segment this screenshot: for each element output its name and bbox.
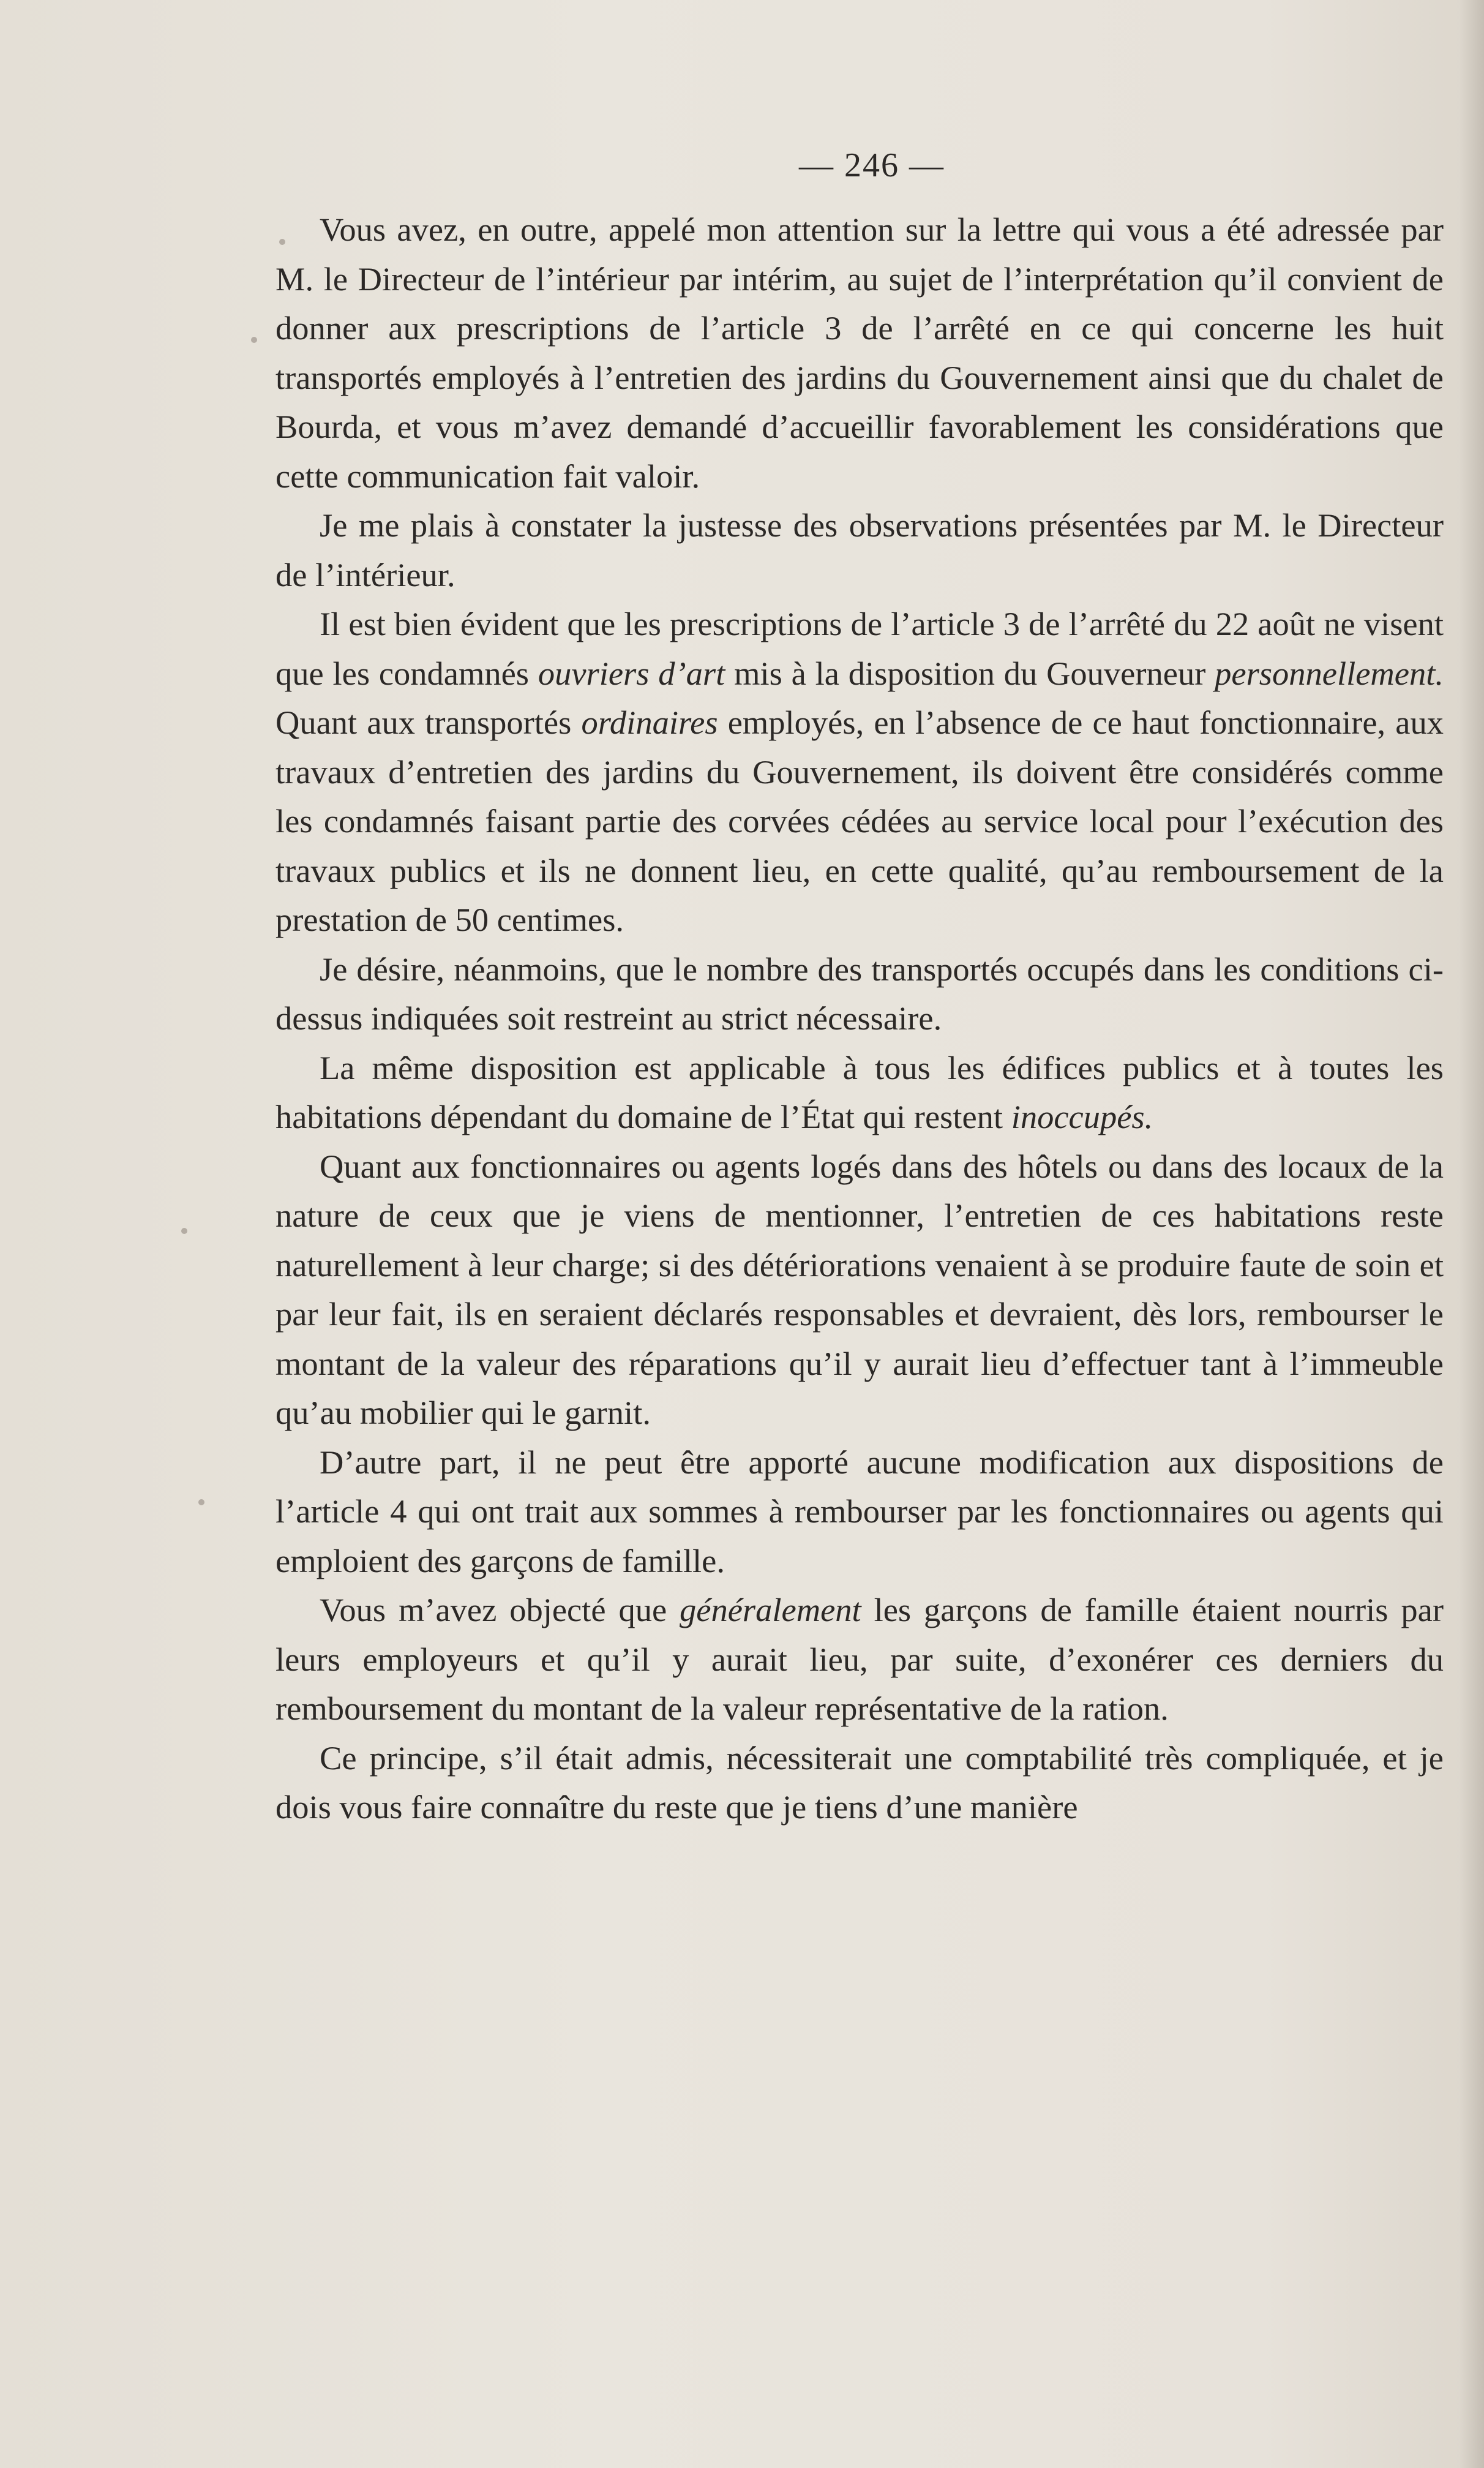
italic-text: ordinaires	[581, 704, 718, 741]
italic-text: généralement	[680, 1591, 861, 1628]
paragraph	[275, 1142, 1444, 1438]
paragraph	[275, 945, 1444, 1044]
text-run: employés, en l’absence de ce haut fonctionnaire, aux travaux d’entretien des jardins du Gouvernement, ils doivent être considérés comme les condamnés faisant partie des corvées cédées au service local pour l’exécution des travaux publics et ils ne donnent lieu, en cette qualité, qu’au remboursement de la prestation de 50 centimes.	[275, 704, 1444, 938]
text-run: Je désire, néanmoins, que le nombre des transportés occupés dans les conditions ci-dessus indiquées soit restreint au strict nécessaire.	[275, 950, 1444, 1037]
text-run: Ce principe, s’il était admis, nécessiterait une comptabilité très compliquée, et je dois vous faire connaître du reste que je tiens d’une manière	[275, 1739, 1444, 1826]
text-run: La même disposition est applicable à tous les édifices publics et à toutes les habitations dépendant du domaine de l’État qui restent	[275, 1048, 1444, 1135]
speck-mark	[198, 1499, 204, 1505]
speck-mark	[181, 1228, 187, 1234]
body-text	[275, 205, 1444, 1832]
text-run: Quant aux fonctionnaires ou agents logés dans des hôtels ou dans des locaux de la nature de ceux que je viens de mentionner, l’entretien de ces habitations reste naturellement à leur charge; si des détériorations venaient à se produire faute de soin et par leur fait, ils en seraient déclarés responsables et devraient, dès lors, rembourser le montant de la valeur des réparations qu’il y aurait lieu d’effectuer tant à l’immeuble qu’au mobilier qui le garnit.	[275, 1147, 1444, 1431]
text-run: Quant aux transportés	[275, 704, 582, 741]
page-edge-shadow	[1460, 0, 1484, 2468]
speck-mark	[279, 239, 285, 245]
text-run: Je me plais à constater la justesse des observations présentées par M. le Directeur de l’intérieur.	[275, 506, 1444, 593]
speck-mark	[251, 337, 257, 343]
paragraph	[275, 600, 1444, 945]
italic-text: inoccupés.	[1011, 1098, 1153, 1135]
paragraph	[275, 501, 1444, 600]
paragraph	[275, 1586, 1444, 1734]
paragraph	[275, 205, 1444, 501]
text-run: les garçons de famille étaient nourris par leurs employeurs et qu’il y aurait lieu, par suite, d’exonérer ces derniers du remboursement du montant de la valeur représentative de la ration.	[275, 1591, 1444, 1727]
paragraph	[275, 1438, 1444, 1586]
paragraph	[275, 1044, 1444, 1142]
page-number: — 246 —	[799, 146, 945, 184]
text-run: Vous avez, en outre, appelé mon attention sur la lettre qui vous a été adressée par M. le Directeur de l’intérieur par intérim, au sujet de l’interprétation qu’il convient de donner aux prescriptions de l’article 3 de l’arrêté en ce qui concerne les huit transportés employés à l’entretien des jardins du Gouvernement ainsi que du chalet de Bourda, et vous m’avez demandé d’accueillir favorablement les considérations que cette communication fait valoir.	[275, 211, 1444, 495]
text-run: Il est bien évident que les prescriptions de l’article 3 de l’arrêté du 22 août ne visent que les condamnés	[275, 605, 1444, 692]
text-run: Vous m’avez objecté que	[320, 1591, 680, 1628]
paragraph	[275, 1734, 1444, 1832]
italic-text: ouvriers d’art	[538, 654, 725, 692]
text-run: mis à la disposition du Gouverneur	[725, 654, 1215, 692]
italic-text: personnellement.	[1215, 654, 1444, 692]
text-run: D’autre part, il ne peut être apporté aucune modification aux dispositions de l’article 4 qui ont trait aux sommes à rembourser par les fonctionnaires ou agents qui emploient des garçons de famille.	[275, 1443, 1444, 1579]
